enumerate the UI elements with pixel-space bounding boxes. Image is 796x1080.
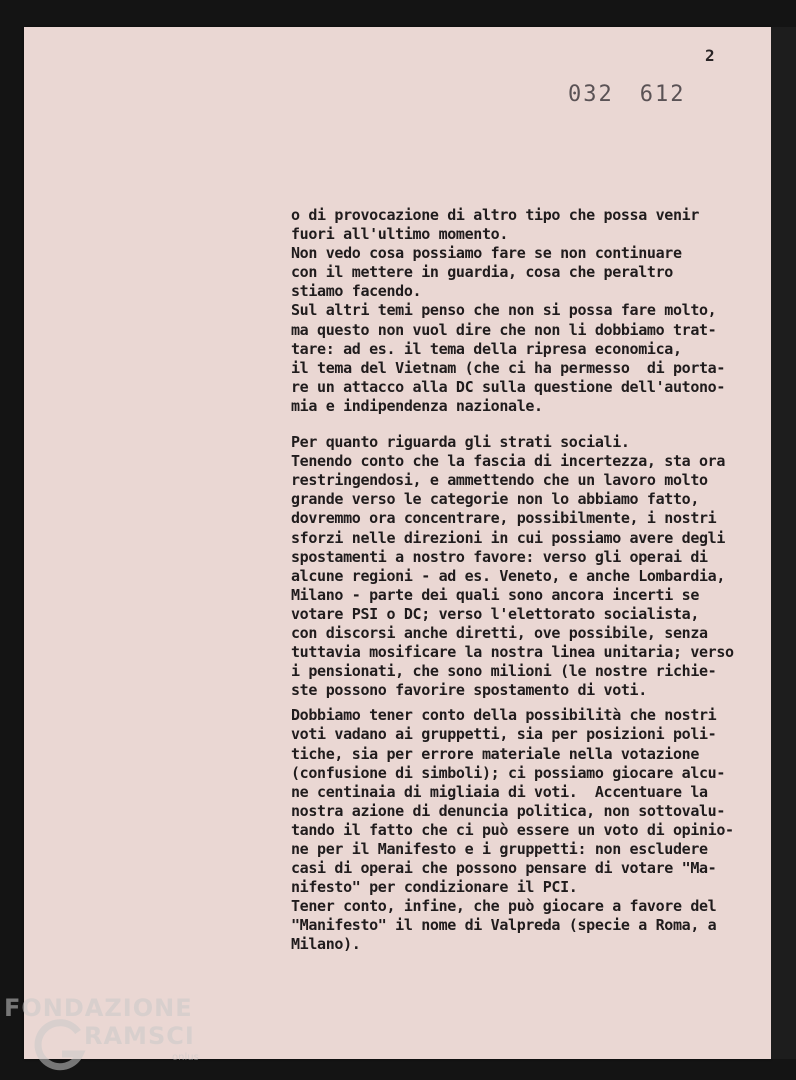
text-line: ste possono favorire spostamento di voti.: [291, 681, 647, 700]
text-line: ne centinaia di migliaia di voti. Accentuare la: [291, 782, 708, 801]
text-line: tiche, sia per errore materiale nella votazione: [291, 744, 699, 763]
text-line: casi di operai che possono pensare di votare "Ma-: [291, 859, 717, 878]
text-line: stiamo facendo.: [291, 282, 422, 301]
text-line: votare PSI o DC; verso l'elettorato socialista,: [291, 604, 699, 623]
text-line: grande verso le categorie non lo abbiamo fatto,: [291, 490, 699, 509]
text-line: Milano - parte dei quali sono ancora incerti se: [291, 585, 699, 604]
text-line: ne per il Manifesto e i gruppetti: non escludere: [291, 840, 708, 858]
archive-code-part: 032: [568, 82, 614, 107]
text-line: tando il fatto che ci può essere un voto di opinio-: [291, 820, 734, 839]
archive-code-part: 612: [639, 82, 686, 107]
text-line: Non vedo cosa possiamo fare se non continuare: [291, 244, 682, 263]
text-line: re un attacco alla DC sulla questione dell'autono-: [291, 377, 726, 396]
text-line: Dobbiamo tener conto della possibilità che nostri: [291, 706, 717, 725]
text-line: Tenendo conto che la fascia di incertezza, sta ora: [291, 452, 726, 471]
text-line: tare: ad es. il tema della ripresa economica,: [291, 339, 682, 358]
text-line: alcune regioni - ad es. Veneto, e anche Lombardia,: [291, 566, 726, 585]
text-line: nostra azione di denuncia politica, non sottovalu-: [291, 801, 726, 820]
text-line: spostamenti a nostro favore: verso gli operai di: [291, 547, 708, 566]
text-line: restringendosi, e ammettendo che un lavoro molto: [291, 471, 708, 490]
gramsci-g-logo-icon: [32, 1018, 88, 1074]
text-line: i pensionati, che sono milioni (le nostre richie-: [291, 662, 717, 681]
text-line: ma questo non vuol dire che non li dobbiamo trat-: [291, 320, 717, 339]
scan-border: [771, 27, 796, 1059]
text-line: fuori all'ultimo momento.: [291, 225, 509, 244]
text-line: [291, 416, 761, 433]
watermark-line2: RAMSCI: [84, 1022, 195, 1050]
document-body-text: [291, 206, 761, 955]
text-line: Sul altri temi penso che non si possa fare molto,: [291, 301, 717, 320]
text-line: con il mettere in guardia, cosa che peraltro: [291, 263, 673, 282]
text-line: Milano).: [291, 935, 361, 954]
page-number: 2: [705, 46, 715, 65]
watermark-line1: FONDAZIONE: [4, 994, 193, 1022]
text-line: tuttavia mosificare la nostra linea unitaria; verso: [291, 643, 734, 662]
text-line: sforzi nelle direzioni in cui possiamo avere degli: [291, 528, 726, 547]
text-line: dovremmo ora concentrare, possibilmente, i nostri: [291, 509, 717, 528]
text-line: mia e indipendenza nazionale.: [291, 396, 543, 415]
text-line: nifesto" per condizionare il PCI.: [291, 878, 578, 897]
text-line: Tener conto, infine, che può giocare a favore del: [291, 897, 717, 916]
watermark-onlus: onlus: [172, 1052, 199, 1063]
text-line: "Manifesto" il nome di Valpreda (specie a Roma, a: [291, 916, 717, 935]
text-line: con discorsi anche diretti, ove possibile, senza: [291, 623, 708, 642]
archive-code: [568, 82, 686, 107]
text-line: voti vadano ai gruppetti, sia per posizioni poli-: [291, 725, 717, 744]
text-line: o di provocazione di altro tipo che possa venir: [291, 206, 699, 224]
text-line: il tema del Vietnam (che ci ha permesso di porta-: [291, 358, 726, 377]
text-line: Per quanto riguarda gli strati sociali.: [291, 433, 630, 452]
text-line: (confusione di simboli); ci possiamo giocare alcu-: [291, 763, 726, 782]
fondazione-gramsci-watermark: [4, 994, 204, 1074]
